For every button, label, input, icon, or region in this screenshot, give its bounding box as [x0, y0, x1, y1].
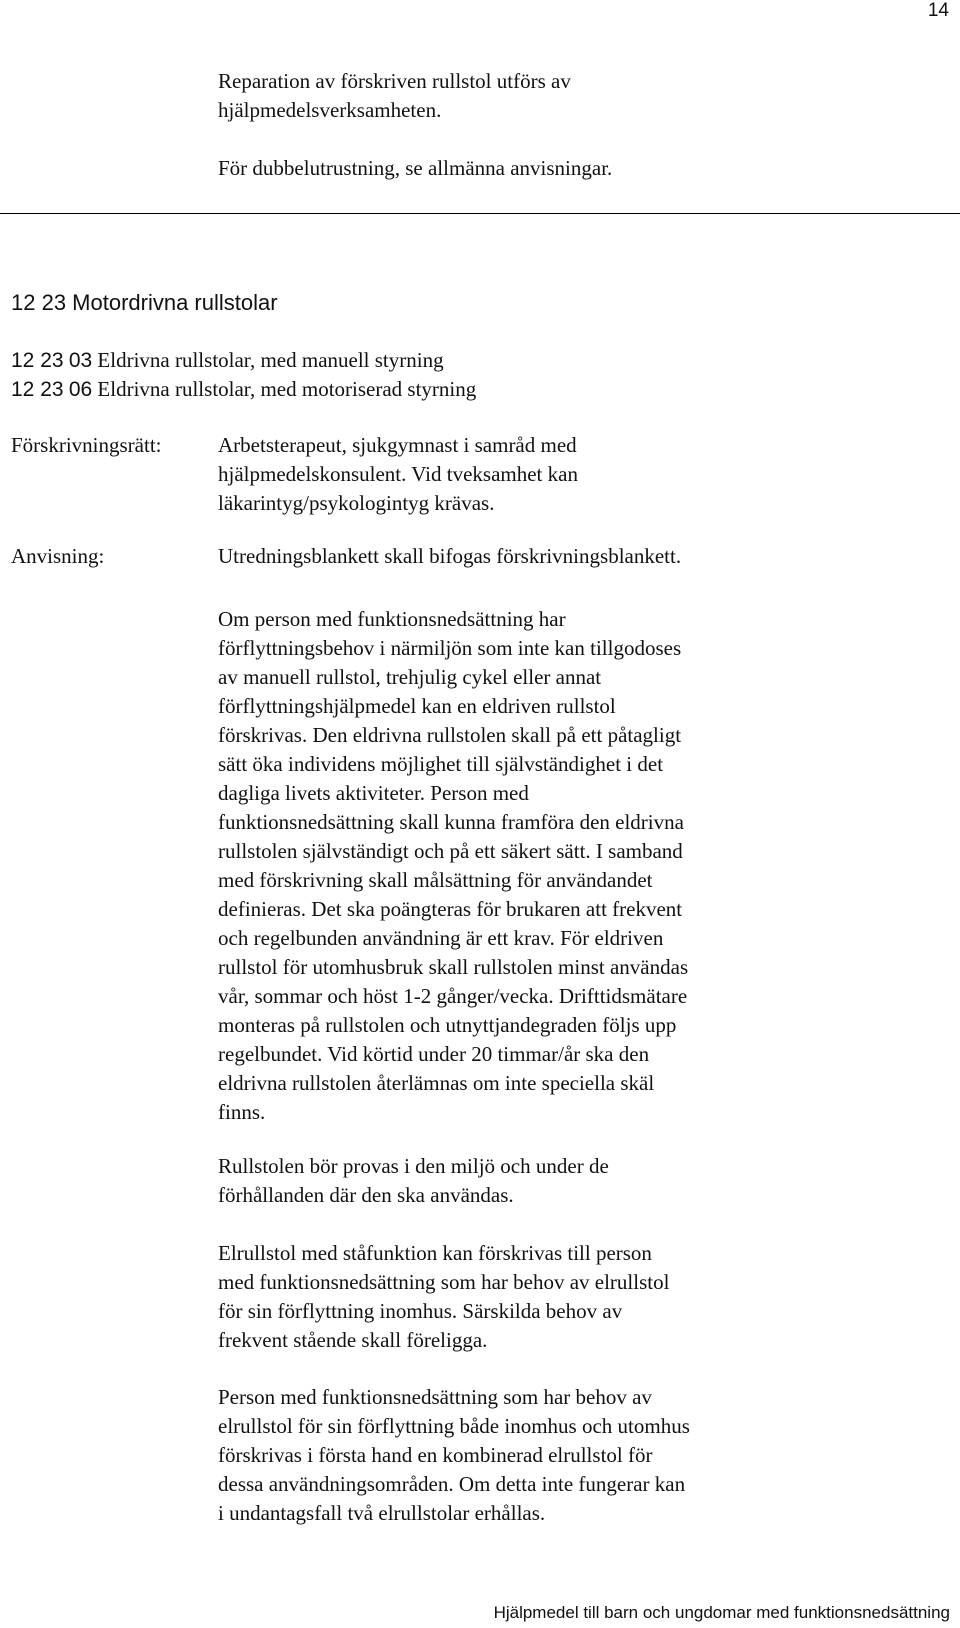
paragraph-line: eldrivna rullstolen återlämnas om inte speciella skäl	[218, 1071, 655, 1095]
paragraph-line: regelbundet. Vid körtid under 20 timmar/år ska den	[218, 1042, 650, 1066]
iso-code-line	[11, 346, 444, 375]
paragraph-line: i undantagsfall två elrullstolar erhållas.	[218, 1501, 546, 1525]
paragraph-line: förskrivas i första hand en kombinerad elrullstol för	[218, 1443, 653, 1467]
paragraph-line: funktionsnedsättning skall kunna framföra den eldrivna	[218, 810, 684, 834]
iso-code-description: Eldrivna rullstolar, med manuell styrning	[92, 348, 444, 372]
page-footer: Hjälpmedel till barn och ungdomar med funktionsnedsättning	[493, 1603, 950, 1622]
paragraph-line: definieras. Det ska poängteras för brukaren att frekvent	[218, 897, 683, 921]
paragraph-line: rullstolen självständigt och på ett säkert sätt. I samband	[218, 839, 683, 863]
prescription-right-line: Arbetsterapeut, sjukgymnast i samråd med	[218, 433, 577, 457]
paragraph-line: förskrivas. Den eldrivna rullstolen skall på ett påtagligt	[218, 723, 682, 747]
paragraph-line: Elrullstol med ståfunktion kan förskrivas till person	[218, 1241, 652, 1265]
prescription-right-line: läkarintyg/psykologintyg krävas.	[218, 491, 495, 515]
intro-double-equipment-note: För dubbelutrustning, se allmänna anvisningar.	[218, 156, 613, 180]
paragraph-line: förflyttningsbehov i närmiljön som inte kan tillgodoses	[218, 636, 682, 660]
iso-code-prefix: 12 23	[11, 378, 64, 401]
section-heading: 12 23 Motordrivna rullstolar	[11, 290, 278, 315]
paragraph-line: förflyttningshjälpmedel kan en eldriven rullstol	[218, 694, 616, 718]
paragraph-line: och regelbunden användning är ett krav. För eldriven	[218, 926, 664, 950]
paragraph-line: förhållanden där den ska användas.	[218, 1183, 514, 1207]
prescription-right-line: hjälpmedelskonsulent. Vid tveksamhet kan	[218, 462, 578, 486]
intro-line: hjälpmedelsverksamheten.	[218, 98, 442, 122]
paragraph-combined-use	[218, 1383, 918, 1528]
paragraph-line: Om person med funktionsnedsättning har	[218, 607, 566, 631]
iso-code-suffix: 06	[68, 378, 93, 401]
prescription-right-text	[218, 431, 918, 518]
paragraph-line: rullstol för utomhusbruk skall rullstolen minst användas	[218, 955, 689, 979]
paragraph-line: Rullstolen bör provas i den miljö och under de	[218, 1154, 609, 1178]
intro-line: Reparation av förskriven rullstol utförs av	[218, 69, 571, 93]
paragraph-line: frekvent stående skall föreligga.	[218, 1328, 488, 1352]
paragraph-line: av manuell rullstol, trehjulig cykel eller annat	[218, 665, 602, 689]
paragraph-line: för sin förflyttning inomhus. Särskilda behov av	[218, 1299, 623, 1323]
instruction-label: Anvisning:	[11, 544, 105, 568]
iso-code-description: Eldrivna rullstolar, med motoriserad styrning	[92, 377, 477, 401]
paragraph-line: Person med funktionsnedsättning som har behov av	[218, 1385, 652, 1409]
paragraph-line: vår, sommar och höst 1-2 gånger/vecka. Drifttidsmätare	[218, 984, 688, 1008]
section-divider	[0, 213, 960, 214]
paragraph-line: monteras på rullstolen och utnyttjandegraden följs upp	[218, 1013, 677, 1037]
iso-code-prefix: 12 23	[11, 349, 64, 372]
paragraph-line: med funktionsnedsättning som har behov av elrullstol	[218, 1270, 670, 1294]
page-number: 14	[927, 0, 949, 21]
iso-code-suffix: 03	[68, 349, 93, 372]
paragraph-line: med förskrivning skall målsättning för användandet	[218, 868, 653, 892]
prescription-right-label: Förskrivningsrätt:	[11, 433, 162, 457]
paragraph-standing-function	[218, 1239, 918, 1355]
paragraph-line: elrullstol för sin förflyttning både inomhus och utomhus	[218, 1414, 690, 1438]
paragraph-line: dessa användningsområden. Om detta inte fungerar kan	[218, 1472, 686, 1496]
intro-repair-note	[218, 67, 918, 125]
paragraph-line: sätt öka individens möjlighet till självständighet i det	[218, 752, 664, 776]
iso-code-line	[11, 375, 476, 404]
paragraph-line: dagliga livets aktiviteter. Person med	[218, 781, 529, 805]
paragraph-trial	[218, 1152, 918, 1210]
instruction-text: Utredningsblankett skall bifogas förskrivningsblankett.	[218, 544, 682, 568]
paragraph-line: finns.	[218, 1100, 266, 1124]
paragraph-eligibility	[218, 605, 918, 1127]
